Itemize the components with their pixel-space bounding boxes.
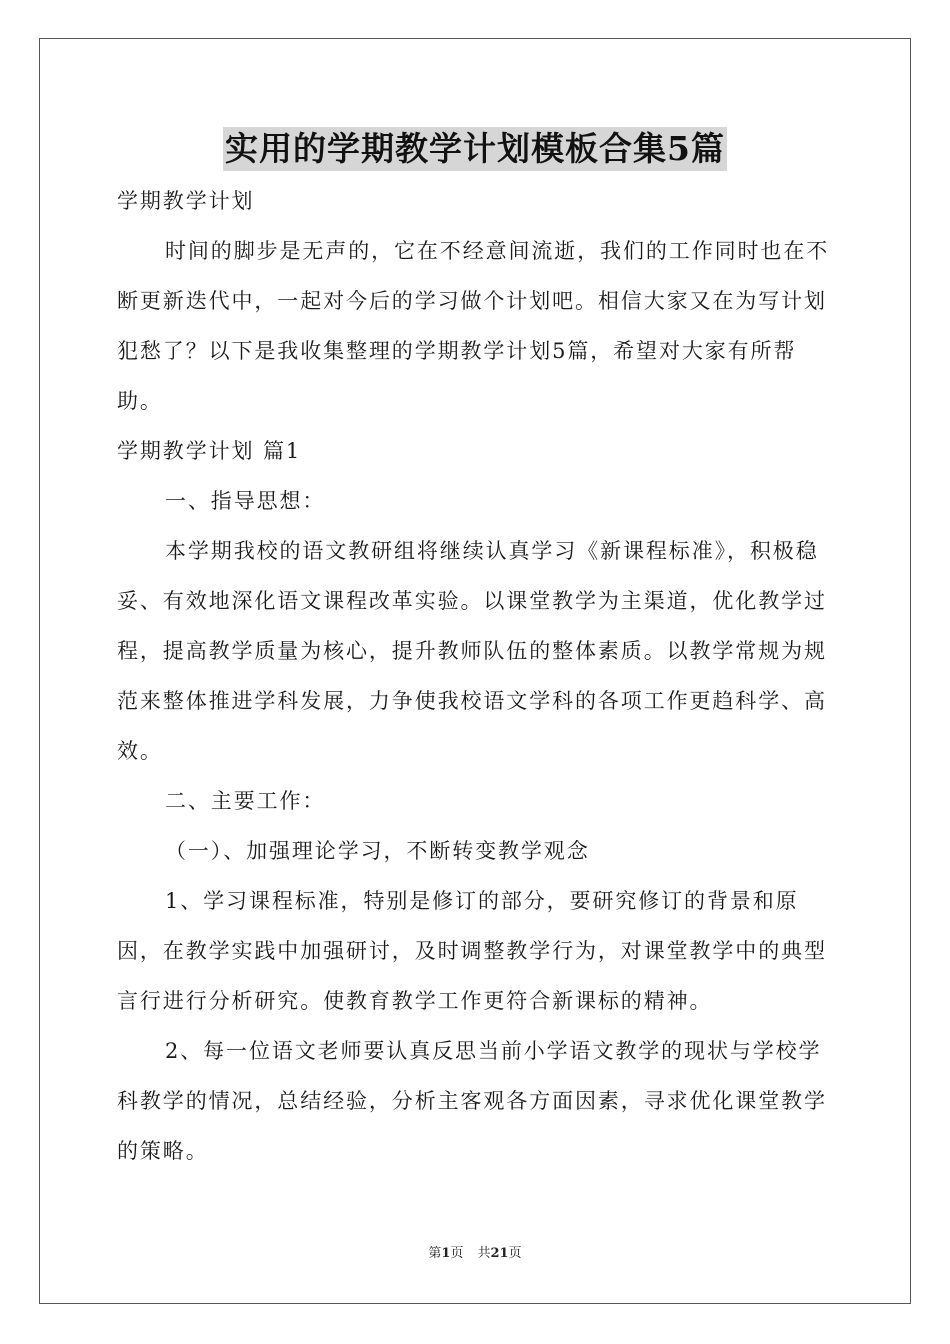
subheading-theory-study: （一）、加强理论学习，不断转变教学观念 [165,839,590,863]
subheading-guiding-ideology: 一、指导思想： [165,489,326,513]
title-container [0,127,950,171]
list-item: 2、每一位语文老师要认真反思当前小学语文教学的现状与学校学科教学的情况，总结经验，分析主客观各方面因素，寻求优化课堂教学的策略。 [117,1039,827,1163]
page-prefix: 第 [428,1246,442,1261]
subheading-main-work: 二、主要工作： [165,789,326,813]
current-page-number: 1 [441,1246,451,1261]
body-paragraph: 本学期我校的语文教研组将继续认真学习《新课程标准》，积极稳妥、有效地深化语文课程改革实验。以课堂教学为主渠道，优化教学过程，提高教学质量为核心，提升教师队伍的整体素质。以教学常规为规范来整体推进学科发展，力争使我校语文学科的各项工作更趋科学、高效。 [117,539,827,763]
page-unit: 页 [450,1246,464,1261]
section-heading: 学期教学计划 [117,189,255,213]
intro-paragraph: 时间的脚步是无声的，它在不经意间流逝，我们的工作同时也在不断更新迭代中，一起对今后的学习做个计划吧。相信大家又在为写计划犯愁了？以下是我收集整理的学期教学计划5篇，希望对大家有所帮助。 [117,239,830,413]
total-prefix: 共 [477,1246,491,1261]
total-page-count: 21 [490,1246,509,1261]
page-footer [0,1245,950,1263]
list-item: 1、学习课程标准，特别是修订的部分，要研究修订的背景和原因，在教学实践中加强研讨，及时调整教学行为，对课堂教学中的典型言行进行分析研究。使教育教学工作更符合新课标的精神。 [117,889,827,1013]
document-body [117,176,835,1176]
total-unit: 页 [508,1246,522,1261]
document-title: 实用的学期教学计划模板合集5篇 [223,127,727,171]
plan-heading: 学期教学计划 篇1 [117,439,302,463]
